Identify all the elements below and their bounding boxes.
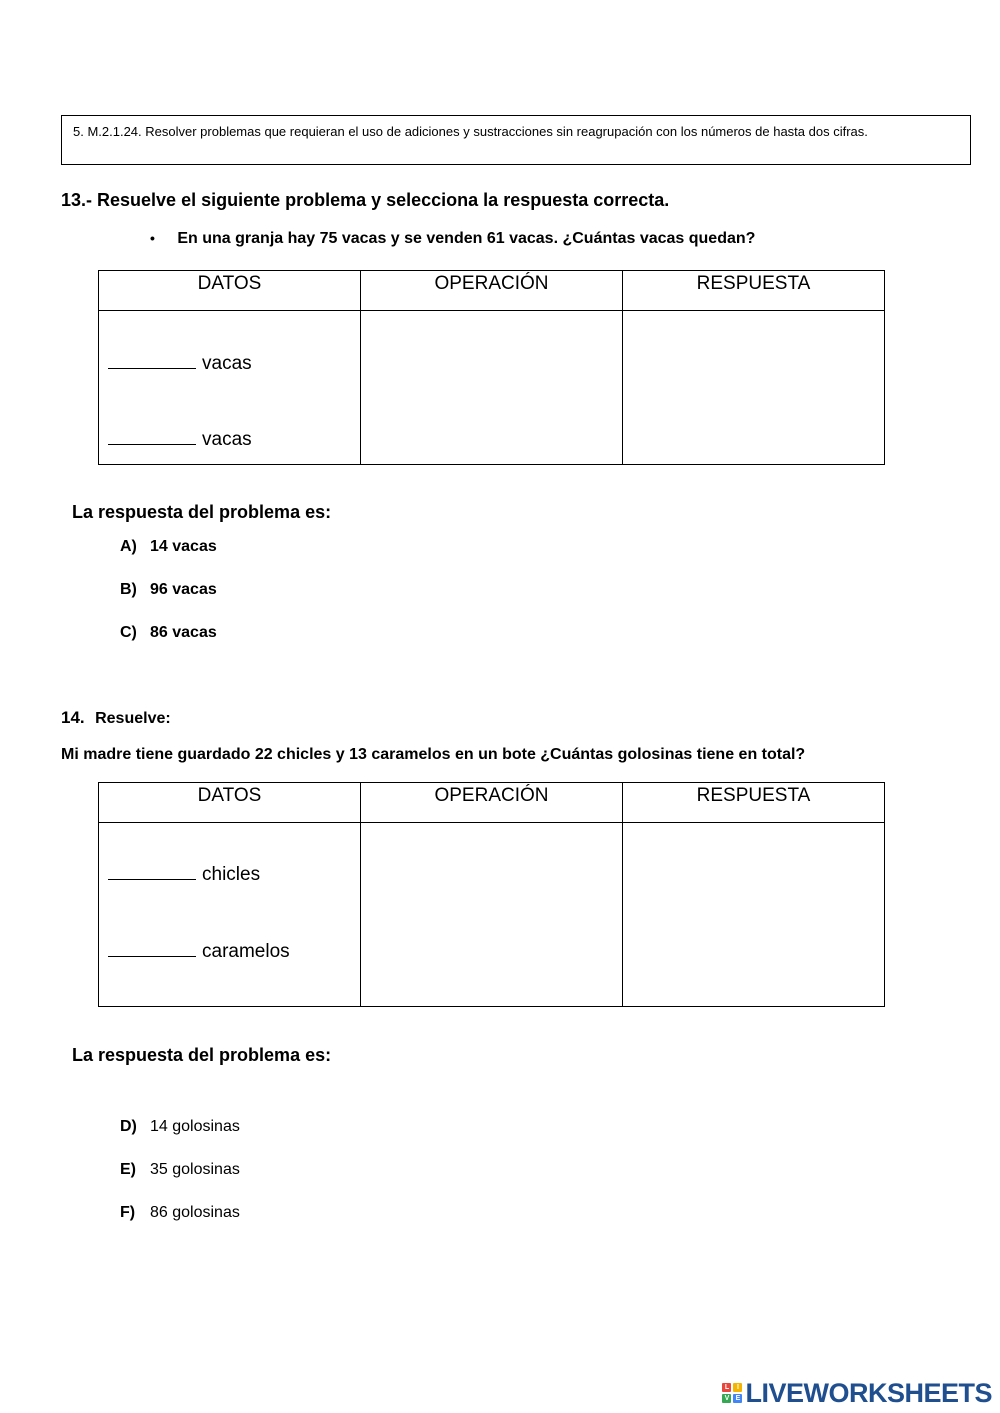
logo-mark-icon	[722, 1383, 742, 1403]
q13-respuesta-cell[interactable]	[623, 311, 885, 465]
q14-blank-2[interactable]	[108, 938, 196, 957]
q13-problem-text: En una granja hay 75 vacas y se venden 61 vacas. ¿Cuántas vacas quedan?	[177, 230, 756, 247]
q14-work-table	[98, 782, 885, 1007]
q14-option-d-text: 14 golosinas	[150, 1118, 240, 1135]
q13-header-datos: DATOS	[99, 271, 361, 311]
objective-box	[61, 115, 971, 165]
bullet-icon: •	[150, 230, 155, 246]
q14-number: 14.	[61, 708, 85, 727]
q13-datum-1-unit: vacas	[202, 353, 252, 374]
q13-operacion-cell[interactable]	[361, 311, 623, 465]
q13-option-c[interactable]	[120, 624, 217, 642]
q14-option-e-letter: E)	[120, 1161, 136, 1178]
logo-tile-4: E	[733, 1394, 742, 1403]
q13-problem	[150, 230, 755, 248]
q13-option-a-letter: A)	[120, 538, 137, 555]
q13-header-respuesta: RESPUESTA	[623, 271, 885, 311]
q14-datum-1-unit: chicles	[202, 864, 261, 885]
q13-work-table	[98, 270, 885, 465]
objective-text: 5. M.2.1.24. Resolver problemas que requieran el uso de adiciones y sustracciones sin reagrupación con los números de hasta dos cifras.	[73, 124, 868, 139]
q13-datum-2	[108, 426, 252, 451]
q14-respuesta-cell[interactable]	[623, 823, 885, 1007]
q14-datum-2	[108, 938, 290, 963]
q14-operacion-cell[interactable]	[361, 823, 623, 1007]
q13-option-b[interactable]	[120, 581, 217, 599]
q14-datum-1	[108, 861, 260, 886]
q14-answer-heading: La respuesta del problema es:	[72, 1045, 332, 1065]
q13-header-operacion: OPERACIÓN	[361, 271, 623, 311]
logo-tile-1: L	[722, 1383, 731, 1392]
q14-header-respuesta: RESPUESTA	[623, 783, 885, 823]
logo-tile-2: I	[733, 1383, 742, 1392]
liveworksheets-logo	[722, 1378, 992, 1408]
q13-datum-2-unit: vacas	[202, 429, 252, 450]
q13-option-a-text: 14 vacas	[150, 538, 217, 555]
q13-answer-heading: La respuesta del problema es:	[72, 502, 332, 522]
q14-option-d-letter: D)	[120, 1118, 137, 1135]
q13-option-b-letter: B)	[120, 581, 137, 598]
q14-label: Resuelve:	[95, 710, 171, 727]
q14-datum-2-unit: caramelos	[202, 941, 290, 962]
q14-option-e[interactable]	[120, 1161, 240, 1179]
logo-tile-3: V	[722, 1394, 731, 1403]
logo-text: LIVEWORKSHEETS	[745, 1377, 992, 1408]
q14-heading	[61, 708, 171, 728]
q14-option-f-letter: F)	[120, 1204, 136, 1221]
q13-option-b-text: 96 vacas	[150, 581, 217, 598]
q13-title: 13.- Resuelve el siguiente problema y selecciona la respuesta correcta.	[61, 190, 670, 210]
q14-datos-cell	[99, 823, 361, 1007]
q13-datos-cell	[99, 311, 361, 465]
q14-header-operacion: OPERACIÓN	[361, 783, 623, 823]
q14-option-f[interactable]	[120, 1204, 240, 1222]
q13-blank-2[interactable]	[108, 426, 196, 445]
q13-datum-1	[108, 350, 252, 375]
q14-option-e-text: 35 golosinas	[150, 1161, 240, 1178]
q13-blank-1[interactable]	[108, 350, 196, 369]
q13-option-c-text: 86 vacas	[150, 624, 217, 641]
q14-header-datos: DATOS	[99, 783, 361, 823]
q13-option-c-letter: C)	[120, 624, 137, 641]
q14-option-d[interactable]	[120, 1118, 240, 1136]
q14-problem: Mi madre tiene guardado 22 chicles y 13 caramelos en un bote ¿Cuántas golosinas tiene en total?	[61, 746, 806, 763]
q13-option-a[interactable]	[120, 538, 217, 556]
q14-option-f-text: 86 golosinas	[150, 1204, 240, 1221]
q14-blank-1[interactable]	[108, 861, 196, 880]
